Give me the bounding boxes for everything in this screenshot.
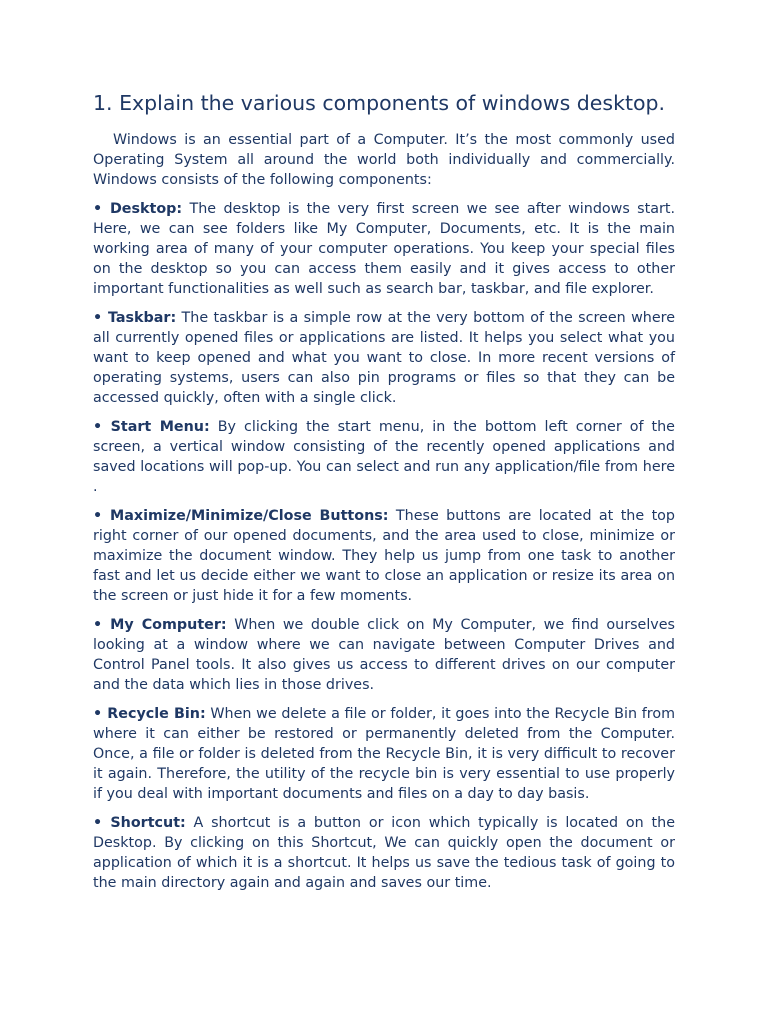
intro-paragraph: Windows is an essential part of a Computer. It’s the most commonly used Operating System all around the world both individually and commercially. Windows consists of the following components: (93, 132, 675, 188)
item-term: • My Computer: (93, 617, 227, 633)
item-text: When we delete a file or folder, it goes into the Recycle Bin from where it can either be restored or permanently deleted from the Computer. Once, a file or folder is deleted from the Recycle Bin, it is very difficult to recover it again. Therefore, the utility of the recycle bin is very essential to use properly if you deal with important documents and files on a day to day basis. (93, 706, 676, 802)
item-term: • Maximize/Minimize/Close Buttons: (93, 508, 389, 524)
item-text: The desktop is the very first screen we see after windows start. Here, we can see folders like My Computer, Documents, etc. It is the main working area of many of your computer operations. You keep your special files on the desktop so you can access them easily and it gives access to other important functionalities as well such as search bar, taskbar, and file explorer. (93, 201, 676, 297)
item-start-menu (93, 417, 675, 497)
item-recycle-bin (93, 704, 675, 804)
item-shortcut (93, 813, 675, 893)
item-taskbar (93, 308, 675, 408)
item-text: When we double click on My Computer, we find ourselves looking at a window where we can navigate between Computer Drives and Control Panel tools. It also gives us access to different drives on our computer and the data which lies in those drives. (93, 617, 676, 693)
item-text: A shortcut is a button or icon which typically is located on the Desktop. By clicking on this Shortcut, We can quickly open the document or application of which it is a shortcut. It helps us save the tedious task of going to the main directory again and again and saves our time. (93, 815, 675, 891)
item-term: • Start Menu: (93, 419, 210, 435)
document-page (93, 88, 675, 902)
item-text: These buttons are located at the top right corner of our opened documents, and the area used to close, minimize or maximize the document window. They help us jump from one task to another fast and let us decide either we want to close an application or resize its area on the screen or just hide it for a few moments. (93, 508, 675, 604)
item-term: • Shortcut: (93, 815, 186, 831)
item-my-computer (93, 615, 675, 695)
item-desktop (93, 199, 675, 299)
item-text: By clicking the start menu, in the bottom left corner of the screen, a vertical window consisting of the recently opened applications and saved locations will pop-up. You can select and run any application/file from here . (93, 419, 675, 495)
item-text: The taskbar is a simple row at the very bottom of the screen where all currently opened files or applications are listed. It helps you select what you want to keep opened and what you want to close. In more recent versions of operating systems, users can also pin programs or files so that they can be accessed quickly, often with a single click. (93, 310, 675, 406)
item-window-buttons (93, 506, 675, 606)
item-term: • Recycle Bin: (93, 706, 206, 722)
item-term: • Desktop: (93, 201, 183, 217)
item-term: • Taskbar: (93, 310, 177, 326)
page-title: 1. Explain the various components of windows desktop. (93, 91, 666, 115)
